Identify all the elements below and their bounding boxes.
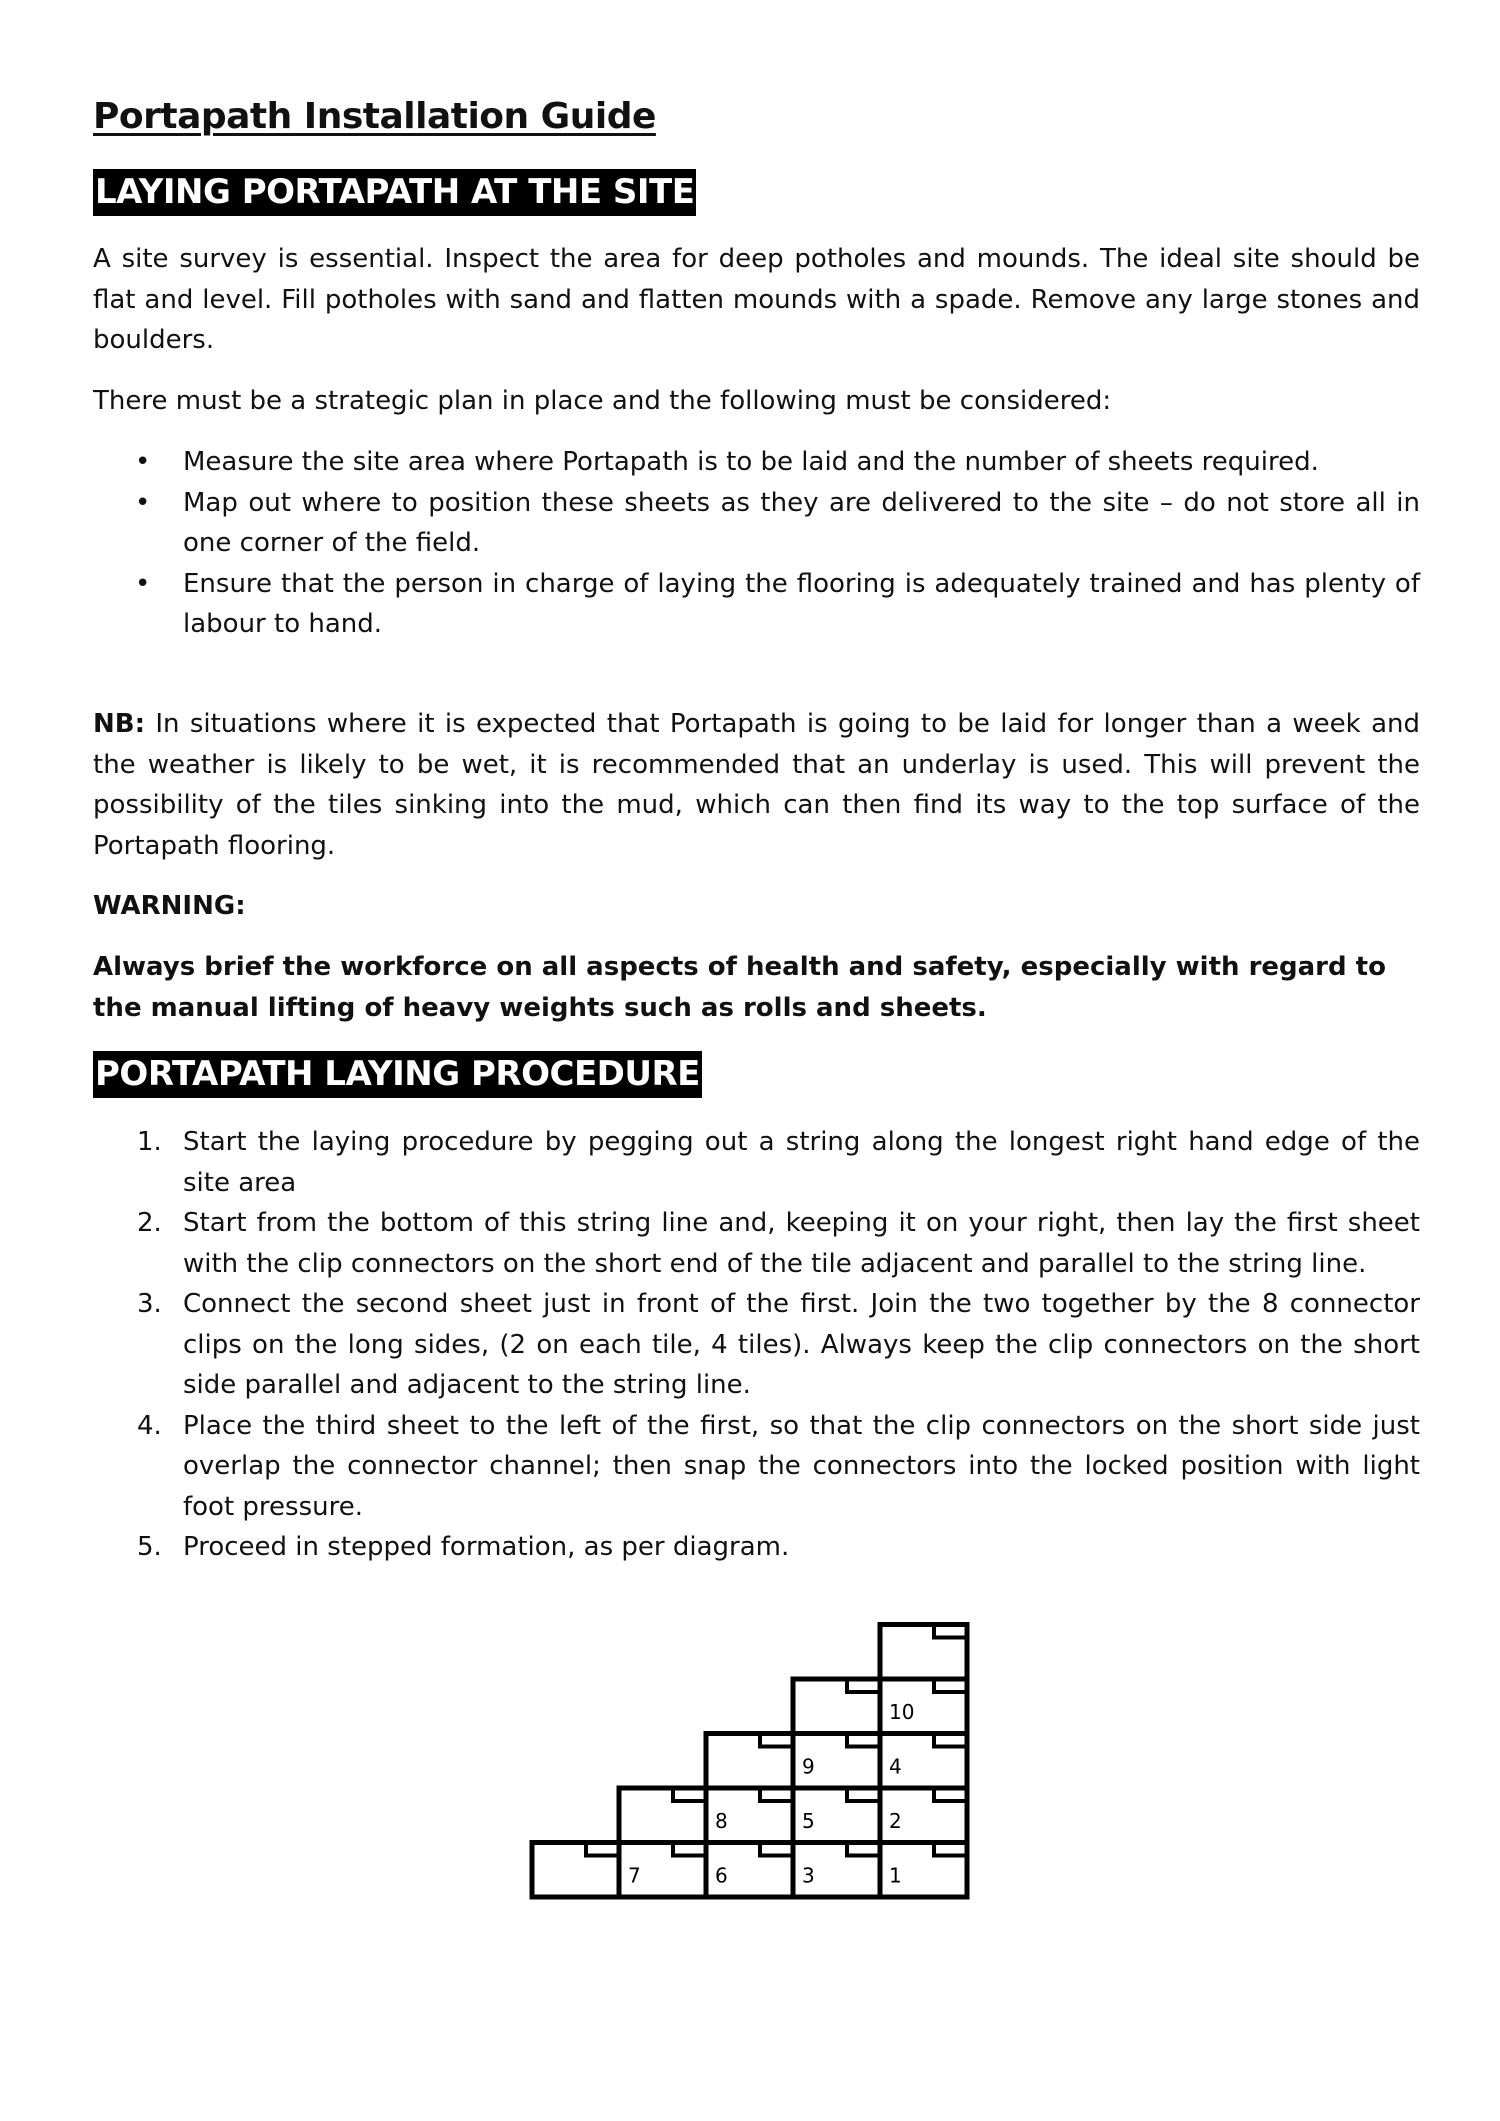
tile-number: 7 [628, 1863, 641, 1888]
tile-number: 5 [802, 1809, 815, 1833]
tile-cell [793, 1788, 880, 1843]
tile-cell [532, 1843, 619, 1898]
tile-number: 9 [802, 1754, 815, 1779]
site-survey-paragraph: A site survey is essential. Inspect the area for deep potholes and mounds. The ideal site should be flat and level. Fill potholes with sand and flatten mounds with a spade. Remove any large stones and boulders. [93, 244, 1420, 355]
tile-cell [880, 1788, 967, 1843]
strategic-plan-paragraph: There must be a strategic plan in place and the following must be considered: [93, 386, 1112, 416]
tile-outline [706, 1734, 793, 1789]
tile-cell [880, 1734, 967, 1789]
tile-cell [880, 1843, 967, 1898]
tile-cell [793, 1734, 880, 1789]
tile-number: 8 [715, 1809, 728, 1833]
step-item: 2. Start from the bottom of this string line and, keeping it on your right, then lay the first sheet with the clip connectors on the short end of the tile adjacent and parallel to the string line. [137, 1208, 1420, 1279]
step-item: 4. Place the third sheet to the left of the first, so that the clip connectors on the short side just overlap the connector channel; then snap the connectors into the locked position with light foot pressure. [137, 1410, 1420, 1522]
tile-number: 1 [889, 1863, 902, 1888]
step-item: 1. Start the laying procedure by pegging out a string along the longest right hand edge of the site area [137, 1127, 1420, 1198]
tile-number: 10 [889, 1700, 915, 1724]
tile-cell [793, 1843, 880, 1898]
warning-text: Always brief the workforce on all aspects of health and safety, especially with regard to the manual lifting of heavy weights such as rolls and sheets. [93, 952, 1386, 1023]
list-item: • Measure the site area where Portapath is to be laid and the number of sheets required. [93, 442, 1420, 483]
section-heading-laying-at-site: LAYING PORTAPATH AT THE SITE [93, 169, 696, 216]
step-item: 3. Connect the second sheet just in front of the first. Join the two together by the 8 connector clips on the long sides, (2 on each tile, 4 tiles). Always keep the clip connectors on the short side parallel and adjacent to the string line. [137, 1289, 1420, 1400]
tile-number: 4 [889, 1754, 902, 1779]
tile-outline [619, 1788, 706, 1843]
nb-text: In situations where it is expected that Portapath is going to be laid for longer than a week and the weather is likely to be wet, it is recommended that an underlay is used. This will prevent the possibility of the tiles sinking into the mud, which can then find its way to the top surface of the Portapath flooring. [93, 709, 1420, 861]
section-heading-laying-procedure: PORTAPATH LAYING PROCEDURE [93, 1051, 702, 1098]
tile-outline [880, 1625, 967, 1680]
tile-cell [706, 1788, 793, 1843]
tile-outline [793, 1679, 880, 1734]
tile-number: 2 [889, 1809, 902, 1833]
nb-label: NB: [93, 709, 145, 739]
list-item: • Ensure that the person in charge of laying the flooring is adequately trained and has plenty of labour to hand. [93, 564, 1420, 645]
tile-outline [532, 1843, 619, 1898]
tile-cell [706, 1843, 793, 1898]
step-item: 5. Proceed in stepped formation, as per diagram. [137, 1532, 790, 1562]
tile-cell [706, 1734, 793, 1789]
tile-cell [880, 1625, 967, 1680]
tile-number: 3 [802, 1863, 815, 1888]
page-title: Portapath Installation Guide [93, 96, 656, 137]
list-item: • Map out where to position these sheets as they are delivered to the site – do not store all in one corner of the field. [93, 483, 1420, 564]
tile-cell [880, 1679, 967, 1734]
warning-label: WARNING: [93, 891, 246, 921]
tile-number: 6 [715, 1863, 728, 1888]
tile-cell [619, 1788, 706, 1843]
tile-cell [619, 1843, 706, 1898]
tile-cell [793, 1679, 880, 1734]
